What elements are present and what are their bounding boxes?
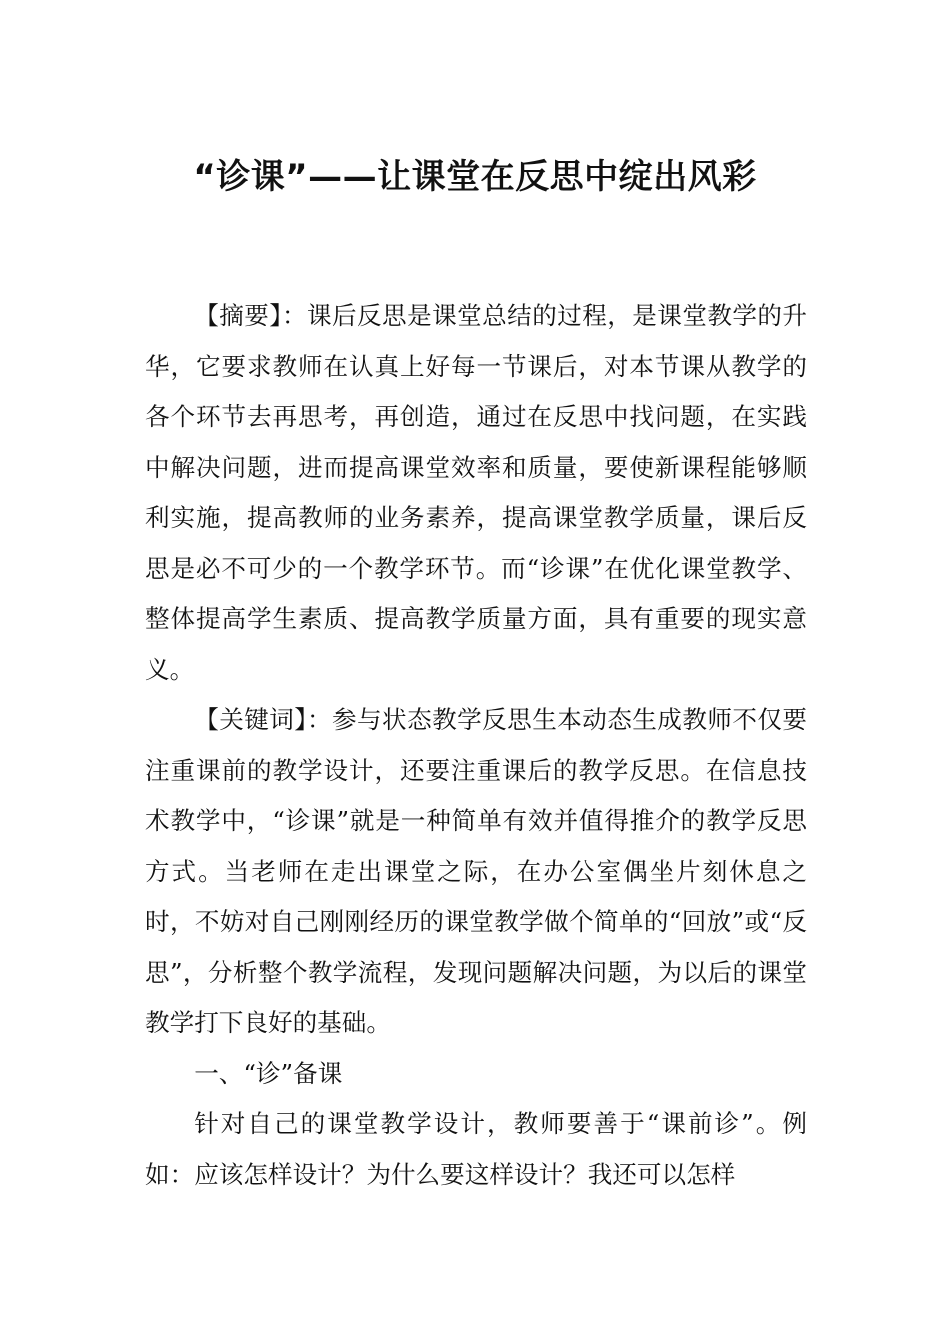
document-title: “诊课”——让课堂在反思中绽出风彩 [193,157,757,197]
section-heading: 一、“诊”备课 [194,1058,343,1088]
section-paragraph: 针对自己的课堂教学设计，教师要善于“课前诊”。例如：应该怎样设计？为什么要这样设计？我还可以怎样 [145,1109,807,1189]
abstract-paragraph: 【摘要】：课后反思是课堂总结的过程，是课堂教学的升华，它要求教师在认真上好每一节课后，对本节课从教学的各个环节去再思考，再创造，通过在反思中找问题，在实践中解决问题，进而提高课堂效率和质量，要使新课程能够顺利实施，提高教师的业务素养，提高课堂教学质量，课后反思是必不可少的一个教学环节。而“诊课”在优化课堂教学、整体提高学生素质、提高教学质量方面，具有重要的现实意义。 [145,301,807,684]
document-body [145,291,807,1200]
keywords-paragraph: 【关键词】：参与状态教学反思生本动态生成教师不仅要注重课前的教学设计，还要注重课后的教学反思。在信息技术教学中，“诊课”就是一种简单有效并值得推介的教学反思方式。当老师在走出课堂之际，在办公室偶坐片刻休息之时，不妨对自己刚刚经历的课堂教学做个简单的“回放”或“反思”，分析整个教学流程，发现问题解决问题，为以后的课堂教学打下良好的基础。 [145,705,807,1037]
